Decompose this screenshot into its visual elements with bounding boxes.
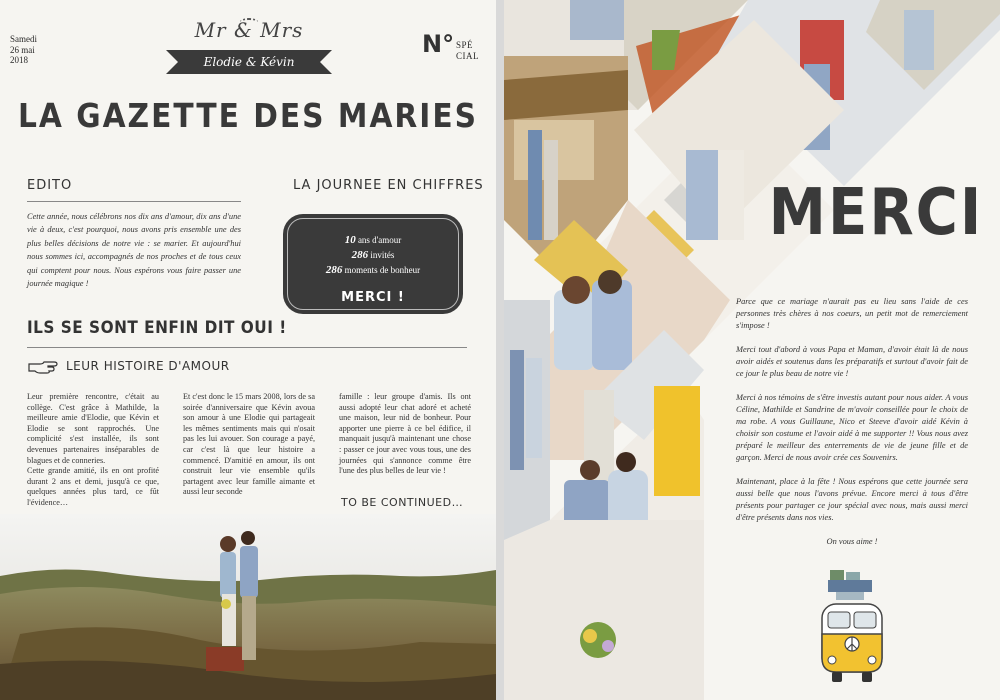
- special-line-1: SPÉ: [456, 40, 474, 50]
- story-column-3: [339, 392, 471, 477]
- issue-date: [10, 34, 37, 66]
- merci-signature: On vous aime !: [826, 537, 878, 546]
- special-issue-mark: [422, 30, 486, 66]
- stat-guests-num: 286: [351, 249, 369, 261]
- stat-moments-num: 286: [325, 264, 343, 276]
- story-col1-para-1: Leur première rencontre, c'était au collège. C'est grâce à Mathilde, la meilleure amie d'Elodie, que Kévin et Elodie se sont rapprochés. Une complicité s'est installée, ils sont devenues partenaires inséparables de blagues et de conneries.: [27, 392, 159, 465]
- story-col2-para-1: Et c'est donc le 15 mars 2008, lors de sa soirée d'anniversaire que Kévin avoua son amour à une Elodie qui partageait les mêmes sentiments mais qui n'osait pas les lui avouer. Son courage a payé, car c'est là que leur histoire a commencé. D'amitié en amour, ils ont construit leur vie ensemble qu'ils partagent avec leur famille aimante et aussi leur seconde: [183, 392, 315, 497]
- chiffres-badge: [283, 214, 463, 314]
- special-label: [456, 40, 479, 62]
- merci-para-1: Parce que ce mariage n'aurait pas eu lieu sans l'aide de ces personnes très chères à nos coeurs, un petit mot de remerciement s'impose !: [736, 297, 968, 330]
- story-column-1: [27, 392, 159, 509]
- merci-para-2: Merci tout d'abord à vous Papa et Maman, d'avoir était là de nous avoir aidés et soutenus dans les préparatifs et surtout d'avoir fait de ce jour le plus beau de notre vie !: [736, 345, 968, 378]
- merci-text: [736, 296, 968, 560]
- stat-years: [283, 233, 463, 248]
- story-divider: [27, 347, 467, 348]
- pointing-hand-icon: [28, 360, 60, 374]
- stat-guests-label: invités: [370, 250, 395, 260]
- edito-divider: [27, 201, 241, 202]
- couple-names: Elodie & Kévin: [203, 55, 295, 69]
- stat-years-num: 10: [344, 234, 356, 246]
- stat-guests: [283, 248, 463, 263]
- logo-sparkle-icon: [240, 18, 258, 26]
- couple-dunes-photo: [0, 514, 496, 700]
- to-be-continued: TO BE CONTINUED…: [341, 496, 464, 509]
- stat-moments: [283, 263, 463, 278]
- story-col3-para-1: famille : leur groupe d'amis. Ils ont aussi adopté leur chat adoré et acheté une maison, leur nid de bonheur. Pour apporter une pierre à ce bel édifice, il manquait jusqu'à maintenant une chose : passer ce jour avec vous tous, une des journées qui s'annonce comme être l'une des plus belles de leur vie !: [339, 392, 471, 476]
- story-subheading: LEUR HISTOIRE D'AMOUR: [66, 359, 230, 373]
- logo-mr-mrs: Mr & Mrs: [194, 18, 304, 42]
- date-daymonth: 26 mai: [10, 44, 35, 55]
- newspaper-title: LA GAZETTE DES MARIES: [17, 96, 478, 135]
- right-page: [504, 0, 1000, 700]
- story-col1-para-2: Cette grande amitié, ils en ont profité durant 2 ans et demi, jusqu'à ce que, quelques années plus tard, ce fût l'évidence…: [27, 466, 159, 507]
- merci-title: MERCI: [768, 176, 984, 250]
- edito-text: Cette année, nous célébrons nos dix ans d'amour, dix ans d'une vie à deux, c'est pourquoi, nous avons pris ensemble une des plus belles décisions de notre vie : se marier. Et aujourd'hui nous sommes ici, accompagnés de nos proches et de tous ceux qui comptent pour nous. Nous espérons vous faire passer une journée magique !: [27, 212, 241, 289]
- stat-years-label: ans d'amour: [357, 235, 402, 245]
- special-line-2: CIAL: [456, 51, 479, 61]
- left-page: [0, 0, 496, 700]
- vw-van-icon: [812, 568, 892, 686]
- date-year: 2018: [10, 55, 28, 65]
- issue-number-sign: N°: [422, 30, 455, 58]
- merci-para-4: Maintenant, place à la fête ! Nous espérons que cette journée sera aussi belle que nous l'avons prévue. Encore merci à tous d'être présents pour partager ce jour spécial avec nous, mais aussi merci d'être présents dans nos vies.: [736, 477, 968, 522]
- chiffres-heading: LA JOURNEE EN CHIFFRES: [293, 178, 484, 193]
- stat-moments-label: moments de bonheur: [344, 265, 421, 275]
- story-headline: ILS SE SONT ENFIN DIT OUI !: [27, 318, 287, 338]
- edito-heading: EDITO: [27, 178, 73, 193]
- merci-para-3: Merci à nos témoins de s'être investis autant pour nous aider. A vous Céline, Mathilde et Sandrine de m'avoir conseillée pour le choix de ma robe. A vous Guillaune, Nico et Steeve d'avoir aidé Kévin à choisir son costume et l'avoir aidé à me supporter !! Vous nous avez préparé le meilleur des enterrements de vie de jeune fille et de garçon. Merci de nous avoir crée ces Souvenirs.: [736, 393, 968, 462]
- story-column-2: [183, 392, 315, 498]
- couple-ribbon: [180, 50, 318, 74]
- chiffres-stats: [283, 233, 463, 278]
- date-day: Samedi: [10, 34, 37, 44]
- badge-merci: MERCI !: [341, 290, 405, 305]
- couple-logo: [174, 18, 324, 88]
